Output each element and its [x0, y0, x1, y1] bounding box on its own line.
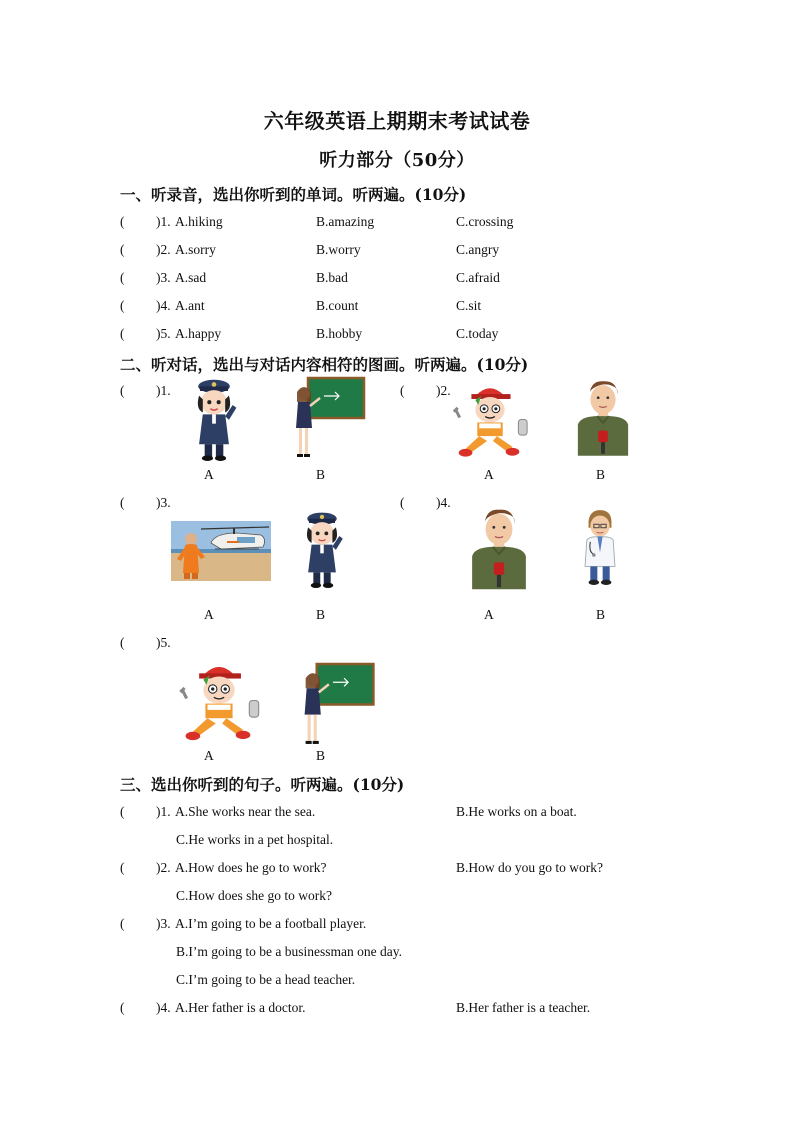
teacher-blackboard-image [294, 376, 366, 461]
option-c: C.angry [456, 242, 500, 257]
answer-paren: ( [120, 1000, 125, 1015]
option-a-label: A [204, 748, 214, 763]
question-number: )1. [156, 214, 171, 229]
police-officer-image [186, 375, 242, 463]
answer-paren: ( [400, 383, 405, 398]
answer-paren: ( [120, 916, 125, 931]
option-b: B.worry [316, 242, 361, 257]
answer-paren: ( [120, 298, 125, 313]
option-b: B.He works on a boat. [456, 804, 577, 819]
option-a-label: A [204, 467, 214, 482]
section1-heading: 一、听录音，选出你听到的单词。听两遍。(10分) [120, 185, 467, 204]
question-number: )3. [156, 270, 171, 285]
option-b: B.I’m going to be a businessman one day. [176, 944, 402, 959]
tv-reporter-image [468, 505, 530, 593]
answer-paren: ( [120, 242, 125, 257]
answer-paren: ( [120, 635, 125, 650]
option-a-label: A [204, 607, 214, 622]
answer-paren: ( [120, 383, 125, 398]
option-c: C.crossing [456, 214, 514, 229]
option-b-label: B [596, 467, 606, 482]
option-b: B.bad [316, 270, 348, 285]
option-a: A.Her father is a doctor. [175, 1000, 306, 1015]
option-b: B.count [316, 298, 359, 313]
option-a: A.How does he go to work? [175, 860, 327, 875]
question-number: )2. [156, 860, 171, 875]
answer-paren: ( [400, 495, 405, 510]
police-officer-image [296, 506, 348, 592]
worker-with-wrench-image [446, 378, 534, 462]
page-subtitle: 听力部分（50分） [319, 150, 475, 171]
answer-paren: ( [120, 495, 125, 510]
question-number: )1. [156, 383, 171, 398]
option-a: A.sorry [175, 242, 216, 257]
option-b: B.How do you go to work? [456, 860, 603, 875]
answer-paren: ( [120, 270, 125, 285]
question-number: )4. [436, 495, 451, 510]
question-number: )4. [156, 1000, 171, 1015]
answer-paren: ( [120, 326, 125, 341]
option-c: C.afraid [456, 270, 500, 285]
tv-reporter-image [574, 378, 632, 458]
teacher-blackboard-image [302, 662, 376, 748]
option-b-label: B [316, 748, 326, 763]
option-c: C.I’m going to be a head teacher. [176, 972, 356, 987]
page-title: 六年级英语上期期末考试试卷 [263, 109, 531, 133]
option-a-label: A [484, 607, 494, 622]
question-number: )3. [156, 916, 171, 931]
option-a: A.happy [175, 326, 222, 341]
question-number: )4. [156, 298, 171, 313]
question-number: )1. [156, 804, 171, 819]
option-b-label: B [316, 607, 326, 622]
question-number: )3. [156, 495, 171, 510]
option-c: C.How does she go to work? [176, 888, 332, 903]
option-b-label: B [316, 467, 326, 482]
section3-heading: 三、选出你听到的句子。听两遍。(10分) [120, 775, 405, 794]
option-a: A.hiking [175, 214, 223, 229]
option-a: A.She works near the sea. [175, 804, 316, 819]
answer-paren: ( [120, 804, 125, 819]
doctor-image [578, 504, 622, 592]
pilot-helicopter-photo [171, 521, 271, 581]
option-c: C.He works in a pet hospital. [176, 832, 334, 847]
option-b: B.amazing [316, 214, 375, 229]
option-a-label: A [484, 467, 494, 482]
question-number: )2. [156, 242, 171, 257]
option-c: C.today [456, 326, 499, 341]
option-c: C.sit [456, 298, 482, 313]
answer-paren: ( [120, 214, 125, 229]
option-a: A.sad [175, 270, 207, 285]
worker-with-wrench-image [172, 656, 266, 746]
option-a: A.I’m going to be a football player. [175, 916, 367, 931]
question-number: )5. [156, 635, 171, 650]
question-number: )2. [436, 383, 451, 398]
option-b-label: B [596, 607, 606, 622]
answer-paren: ( [120, 860, 125, 875]
option-b: B.hobby [316, 326, 363, 341]
option-a: A.ant [175, 298, 205, 313]
section2-heading: 二、听对话，选出与对话内容相符的图画。听两遍。(10分) [120, 355, 529, 374]
question-number: )5. [156, 326, 171, 341]
option-b: B.Her father is a teacher. [456, 1000, 591, 1015]
